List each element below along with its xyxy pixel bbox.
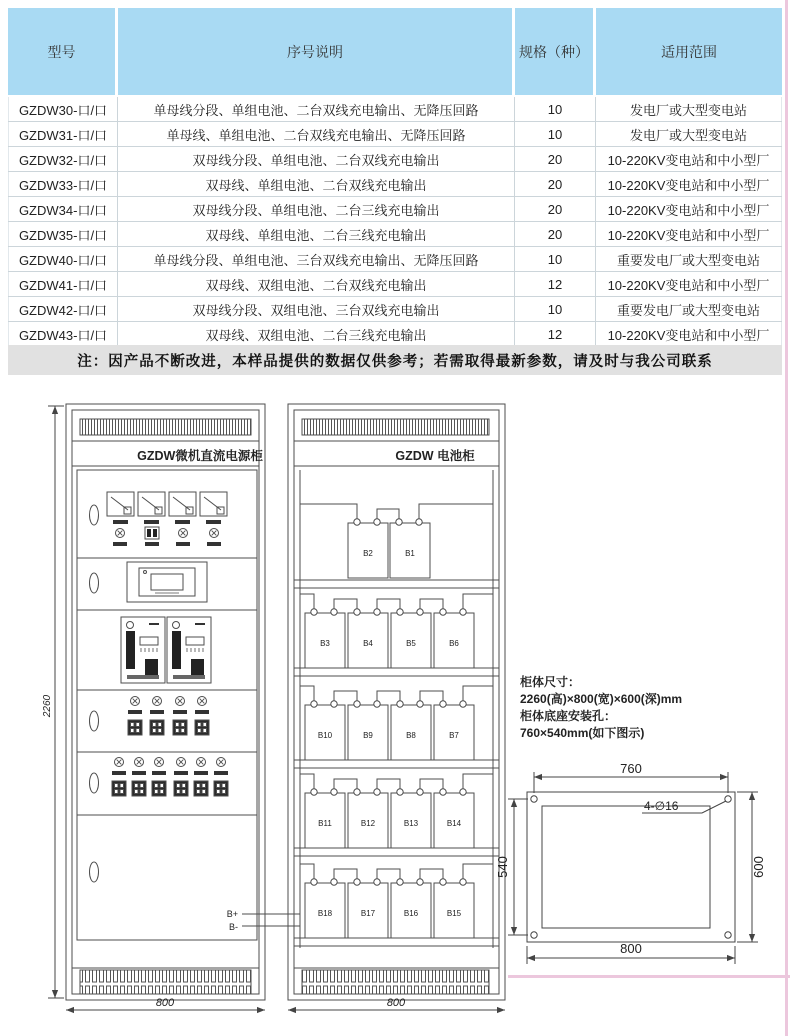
mounting-hole [725, 932, 731, 938]
description-cell: 双母线、双组电池、二台三线充电输出 [118, 322, 515, 346]
indicator-lamp [112, 758, 126, 776]
model-cell: GZDW32-口/口 [8, 147, 118, 171]
battery-cell [348, 606, 388, 668]
circuit-breaker [150, 720, 164, 735]
battery-label: B6 [449, 639, 459, 648]
indicator-lamp [207, 529, 221, 547]
bottom-vent-grille [80, 970, 251, 994]
battery-cell [305, 876, 345, 938]
monitor-panel [90, 562, 208, 602]
model-cell: GZDW30-口/口 [8, 97, 118, 121]
table-row [8, 272, 782, 297]
spec-cell: 10 [515, 122, 596, 146]
bplus-label: B+ [226, 909, 238, 919]
feeder-panel-6 [90, 758, 229, 797]
battery-shelf-2 [305, 606, 474, 668]
battery-label: B3 [320, 639, 330, 648]
charger-module [167, 617, 211, 683]
battery-cell [305, 786, 345, 848]
battery-cell [434, 606, 474, 668]
description-cell: 双母线、双组电池、二台双线充电输出 [118, 272, 515, 296]
table-row [8, 172, 782, 197]
battery-shelf-4 [305, 786, 474, 848]
cabinet-door [77, 470, 257, 940]
top-vent-grille [80, 419, 251, 435]
spec-holes-title: 柜体底座安装孔： [520, 709, 617, 723]
power-cabinet-title: GZDW微机直流电源柜 [137, 449, 263, 463]
battery-cell [305, 698, 345, 760]
indicator-lamp [150, 697, 164, 715]
door-handle [90, 773, 99, 793]
battery-shelf-1 [348, 516, 430, 578]
circuit-breaker [152, 781, 166, 796]
door-handle [90, 573, 99, 593]
right-cabinet-width-dim: 800 [386, 997, 406, 1009]
circuit-breaker [194, 781, 208, 796]
scope-cell: 10-220KV变电站和中小型厂 [596, 272, 782, 296]
indicator-lamp [176, 529, 190, 547]
circuit-breaker [195, 720, 209, 735]
circuit-breaker [214, 781, 228, 796]
table-row [8, 247, 782, 272]
spec-holes-value: 760×540mm(如下图示) [520, 726, 645, 740]
note-bar: 注：因产品不断改进，本样品提供的数据仅供参考；若需取得最新参数，请及时与我公司联系 [8, 345, 782, 375]
indicator-lamp [194, 758, 208, 776]
battery-shelf-3 [305, 698, 474, 760]
spec-cell: 20 [515, 172, 596, 196]
page-right-border [785, 0, 788, 1036]
battery-cell [348, 516, 388, 578]
circuit-breaker [174, 781, 188, 796]
model-cell: GZDW42-口/口 [8, 297, 118, 321]
push-button [145, 527, 159, 546]
scope-cell: 10-220KV变电站和中小型厂 [596, 322, 782, 346]
battery-cell [348, 698, 388, 760]
header-scope: 适用范围 [596, 8, 782, 95]
spec-cell: 12 [515, 272, 596, 296]
battery-label: B7 [449, 731, 459, 740]
battery-label: B10 [317, 731, 333, 740]
blank-door-panel [90, 862, 301, 932]
scope-cell: 重要发电厂或大型变电站 [596, 297, 782, 321]
spec-dim-value: 2260(高)×800(宽)×600(深)mm [520, 692, 683, 706]
battery-label: B16 [403, 909, 419, 918]
analog-meter [107, 492, 134, 524]
battery-label: B8 [406, 731, 416, 740]
description-cell: 单母线分段、单组电池、三台双线充电输出、无降压回路 [118, 247, 515, 271]
spec-cell: 10 [515, 97, 596, 121]
cabinet-height-dim: 2260 [42, 694, 53, 718]
battery-label: B9 [363, 731, 373, 740]
hole-span-depth-dim: 540 [495, 856, 510, 878]
battery-cell [390, 516, 430, 578]
circuit-breaker [128, 720, 142, 735]
page-bottom-border [508, 975, 790, 978]
battery-label: B13 [403, 819, 419, 828]
indicator-lamp [195, 697, 209, 715]
battery-cell [391, 698, 431, 760]
charger-panel [121, 617, 211, 683]
circuit-breaker [112, 781, 126, 796]
battery-cabinet-title: GZDW 电池柜 [395, 449, 475, 463]
meter-panel [90, 492, 228, 546]
model-cell: GZDW43-口/口 [8, 322, 118, 346]
battery-cell [348, 786, 388, 848]
indicator-lamp [128, 697, 142, 715]
battery-cell [434, 876, 474, 938]
circuit-breaker [173, 720, 187, 735]
battery-cell [434, 786, 474, 848]
analog-meter [169, 492, 196, 524]
battery-label: B17 [360, 909, 376, 918]
model-cell: GZDW40-口/口 [8, 247, 118, 271]
battery-cell [391, 606, 431, 668]
circuit-breaker [132, 781, 146, 796]
header-spec: 规格（种） [515, 8, 596, 95]
table-row [8, 322, 782, 347]
battery-cell [391, 876, 431, 938]
model-cell: GZDW41-口/口 [8, 272, 118, 296]
model-cell: GZDW35-口/口 [8, 222, 118, 246]
indicator-lamp [152, 758, 166, 776]
bminus-label: B- [229, 922, 238, 932]
power-cabinet [66, 404, 300, 1000]
model-cell: GZDW31-口/口 [8, 122, 118, 146]
mounting-hole [531, 796, 537, 802]
spec-cell: 10 [515, 297, 596, 321]
model-cell: GZDW33-口/口 [8, 172, 118, 196]
door-handle [90, 505, 99, 525]
header-model: 型号 [8, 8, 118, 95]
hole-span-width-dim: 760 [620, 761, 642, 776]
battery-label: B2 [363, 549, 373, 558]
scope-cell: 发电厂或大型变电站 [596, 122, 782, 146]
scope-cell: 发电厂或大型变电站 [596, 97, 782, 121]
cabinet-drawing [0, 380, 790, 1036]
table-row [8, 197, 782, 222]
battery-label: B14 [446, 819, 462, 828]
scope-cell: 10-220KV变电站和中小型厂 [596, 147, 782, 171]
description-cell: 单母线、单组电池、二台双线充电输出、无降压回路 [118, 122, 515, 146]
battery-label: B1 [405, 549, 415, 558]
scope-cell: 10-220KV变电站和中小型厂 [596, 172, 782, 196]
table-row [8, 222, 782, 247]
battery-label: B5 [406, 639, 416, 648]
indicator-lamp [173, 697, 187, 715]
bottom-vent-grille [302, 970, 489, 994]
battery-label: B15 [446, 909, 462, 918]
description-cell: 双母线、单组电池、二台三线充电输出 [118, 222, 515, 246]
battery-cell [348, 876, 388, 938]
charger-module [121, 617, 165, 683]
base-width-dim: 800 [620, 941, 642, 956]
table-body [8, 95, 782, 347]
battery-label: B11 [318, 819, 332, 828]
door-handle [90, 862, 99, 882]
indicator-lamp [174, 758, 188, 776]
table-row [8, 122, 782, 147]
feeder-panel-4 [90, 697, 210, 736]
battery-cell [305, 606, 345, 668]
scope-cell: 10-220KV变电站和中小型厂 [596, 222, 782, 246]
monitor-display [127, 562, 207, 602]
model-table [8, 8, 782, 347]
table-header-row [8, 8, 782, 95]
description-cell: 单母线分段、单组电池、二台双线充电输出、无降压回路 [118, 97, 515, 121]
battery-label: B12 [360, 819, 376, 828]
mounting-hole [531, 932, 537, 938]
table-row [8, 97, 782, 122]
analog-meter [138, 492, 165, 524]
spec-cell: 20 [515, 197, 596, 221]
spec-dim-title: 柜体尺寸： [520, 675, 581, 689]
top-vent-grille [302, 419, 489, 435]
battery-label: B4 [363, 639, 373, 648]
table-row [8, 147, 782, 172]
base-outline [527, 792, 735, 942]
description-cell: 双母线分段、单组电池、二台三线充电输出 [118, 197, 515, 221]
spec-cell: 20 [515, 222, 596, 246]
base-depth-dim: 600 [751, 856, 766, 878]
header-description: 序号说明 [118, 8, 515, 95]
battery-cell [391, 786, 431, 848]
door-handle [90, 711, 99, 731]
analog-meter [200, 492, 227, 524]
indicator-lamp [214, 758, 228, 776]
description-cell: 双母线、单组电池、二台双线充电输出 [118, 172, 515, 196]
spec-text-block [520, 674, 682, 740]
spec-cell: 20 [515, 147, 596, 171]
scope-cell: 重要发电厂或大型变电站 [596, 247, 782, 271]
indicator-lamp [132, 758, 146, 776]
battery-feed-wires [242, 914, 300, 926]
model-cell: GZDW34-口/口 [8, 197, 118, 221]
description-cell: 双母线分段、双组电池、三台双线充电输出 [118, 297, 515, 321]
battery-cell [434, 698, 474, 760]
table-row [8, 297, 782, 322]
indicator-lamp [113, 529, 127, 547]
battery-shelf-5 [305, 876, 474, 938]
scope-cell: 10-220KV变电站和中小型厂 [596, 197, 782, 221]
left-cabinet-width-dim: 800 [155, 997, 175, 1009]
battery-label: B18 [317, 909, 333, 918]
holes-callout: 4-∅16 [644, 799, 679, 813]
spec-cell: 10 [515, 247, 596, 271]
battery-cabinet [288, 404, 505, 1000]
spec-cell: 12 [515, 322, 596, 346]
description-cell: 双母线分段、单组电池、二台双线充电输出 [118, 147, 515, 171]
base-mounting-plan [495, 761, 766, 964]
